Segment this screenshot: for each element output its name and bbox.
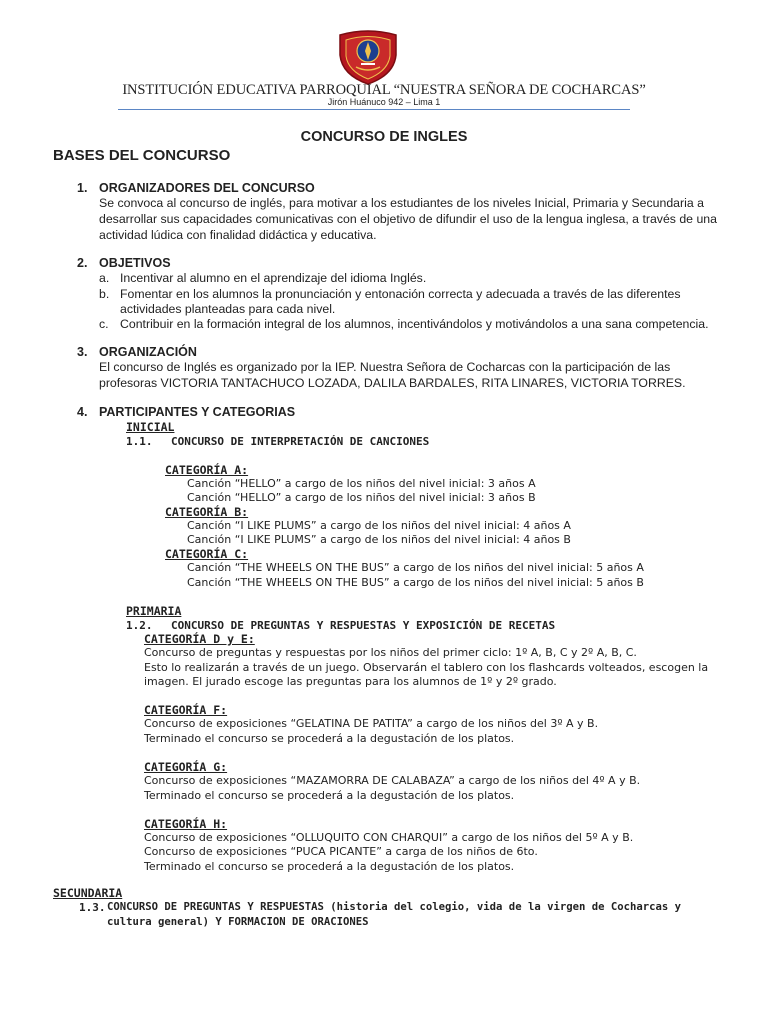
category-g-line: Terminado el concurso se procederá a la degustación de los platos. xyxy=(144,789,515,802)
category-h-line: Concurso de exposiciones “PUCA PICANTE” a carga de los niños de 6to. xyxy=(144,845,538,858)
category-de-label: CATEGORÍA D y E: xyxy=(144,632,255,646)
subsection-number: 1.2. xyxy=(126,619,153,632)
section-number: 1. xyxy=(77,181,88,195)
document-title: CONCURSO DE INGLES xyxy=(300,129,468,145)
category-de-line: Concurso de preguntas y respuestas por los niños del primer ciclo: 1º A, B, C y 2º A, B, C. xyxy=(144,646,637,659)
section-3-line: profesoras VICTORIA TANTACHUCO LOZADA, DALILA BARDALES, RITA LINARES, VICTORIA TORRES. xyxy=(99,376,686,390)
objective-marker: c. xyxy=(99,317,109,331)
section-3-heading xyxy=(77,345,477,361)
objective-b-line: Fomentar en los alumnos la pronunciación y entonación correcta y adecuada a través de las diferentes xyxy=(120,287,681,301)
category-f-line: Concurso de exposiciones “GELATINA DE PATITA” a cargo de los niños del 3º A y B. xyxy=(144,717,599,730)
institution-name: INSTITUCIÓN EDUCATIVA PARROQUIAL “NUESTRA SEÑORA DE COCHARCAS” xyxy=(122,82,646,98)
section-number: 2. xyxy=(77,256,88,270)
section-2-heading xyxy=(77,256,477,272)
level-label-secundaria: SECUNDARIA xyxy=(53,886,123,900)
section-3-line: El concurso de Inglés es organizado por la IEP. Nuestra Señora de Cocharcas con la participación de las xyxy=(99,360,671,374)
category-b-label: CATEGORÍA B: xyxy=(165,505,249,519)
subsection-title-line: CONCURSO DE PREGUNTAS Y RESPUESTAS (historia del colegio, vida de la virgen de Cocharcas y xyxy=(107,901,682,913)
category-de-line: Esto lo realizarán a través de un juego. Observarán el tablero con los flashcards volteados, escogen la xyxy=(144,661,709,674)
institution-address: Jirón Huánuco 942 – Lima 1 xyxy=(327,97,441,107)
school-crest-logo xyxy=(334,29,402,85)
category-f-label: CATEGORÍA F: xyxy=(144,703,228,717)
category-a-label: CATEGORÍA A: xyxy=(165,463,249,477)
section-title: ORGANIZADORES DEL CONCURSO xyxy=(99,181,315,195)
section-1-line: actividad lúdica con finalidad didáctica y educativa. xyxy=(99,228,377,242)
section-title: PARTICIPANTES Y CATEGORIAS xyxy=(99,405,296,419)
section-number: 3. xyxy=(77,345,88,359)
category-a-item: Canción “HELLO” a cargo de los niños del nivel inicial: 3 años B xyxy=(187,491,536,504)
category-c-label: CATEGORÍA C: xyxy=(165,547,249,561)
section-number: 4. xyxy=(77,405,88,419)
section-title: OBJETIVOS xyxy=(99,256,171,270)
subsection-number: 1.3. xyxy=(79,901,106,914)
category-h-label: CATEGORÍA H: xyxy=(144,817,228,831)
category-a-item: Canción “HELLO” a cargo de los niños del nivel inicial: 3 años A xyxy=(187,477,536,490)
bases-heading: BASES DEL CONCURSO xyxy=(53,147,231,164)
section-1-line: Se convoca al concurso de inglés, para motivar a los estudiantes de los niveles Inicial, Primaria y Secundaria a xyxy=(99,196,704,210)
section-1-heading xyxy=(77,181,477,197)
subsection-title: CONCURSO DE INTERPRETACIÓN DE CANCIONES xyxy=(171,435,430,448)
category-c-item: Canción “THE WHEELS ON THE BUS” a cargo de los niños del nivel inicial: 5 años A xyxy=(187,561,644,574)
subsection-number: 1.1. xyxy=(126,435,153,448)
level-label-inicial: INICIAL xyxy=(126,420,175,434)
subsection-title: CONCURSO DE PREGUNTAS Y RESPUESTAS Y EXPOSICIÓN DE RECETAS xyxy=(171,619,556,632)
section-1-line: desarrollar sus capacidades comunicativas con el objetivo de difundir el uso de la lengua inglesa, a través de una xyxy=(99,212,717,226)
objective-a: Incentivar al alumno en el aprendizaje del idioma Inglés. xyxy=(120,271,427,285)
objective-marker: b. xyxy=(99,287,110,301)
section-title: ORGANIZACIÓN xyxy=(99,345,197,359)
category-f-line: Terminado el concurso se procederá a la degustación de los platos. xyxy=(144,732,515,745)
section-4-heading xyxy=(77,405,477,421)
category-de-line: imagen. El jurado escoge las preguntas para los alumnos de 1º y 2º grado. xyxy=(144,675,557,688)
category-c-item: Canción “THE WHEELS ON THE BUS” a cargo de los niños del nivel inicial: 5 años B xyxy=(187,576,644,589)
category-b-item: Canción “I LIKE PLUMS” a cargo de los niños del nivel inicial: 4 años A xyxy=(187,519,571,532)
header-divider xyxy=(118,109,630,110)
objective-marker: a. xyxy=(99,271,110,285)
category-h-line: Terminado el concurso se procederá a la degustación de los platos. xyxy=(144,860,515,873)
subsection-title-line: cultura general) Y FORMACION DE ORACIONES xyxy=(107,916,369,928)
category-h-line: Concurso de exposiciones “OLLUQUITO CON CHARQUI” a cargo de los niños del 5º A y B. xyxy=(144,831,634,844)
category-g-label: CATEGORÍA G: xyxy=(144,760,228,774)
objective-c: Contribuir en la formación integral de los alumnos, incentivándolos y motivándolos a una sana competencia. xyxy=(120,317,709,331)
objective-b-line: actividades planteadas para cada nivel. xyxy=(120,302,336,316)
category-g-line: Concurso de exposiciones “MAZAMORRA DE CALABAZA” a cargo de los niños del 4º A y B. xyxy=(144,774,641,787)
level-label-primaria: PRIMARIA xyxy=(126,604,182,618)
category-b-item: Canción “I LIKE PLUMS” a cargo de los niños del nivel inicial: 4 años B xyxy=(187,533,571,546)
